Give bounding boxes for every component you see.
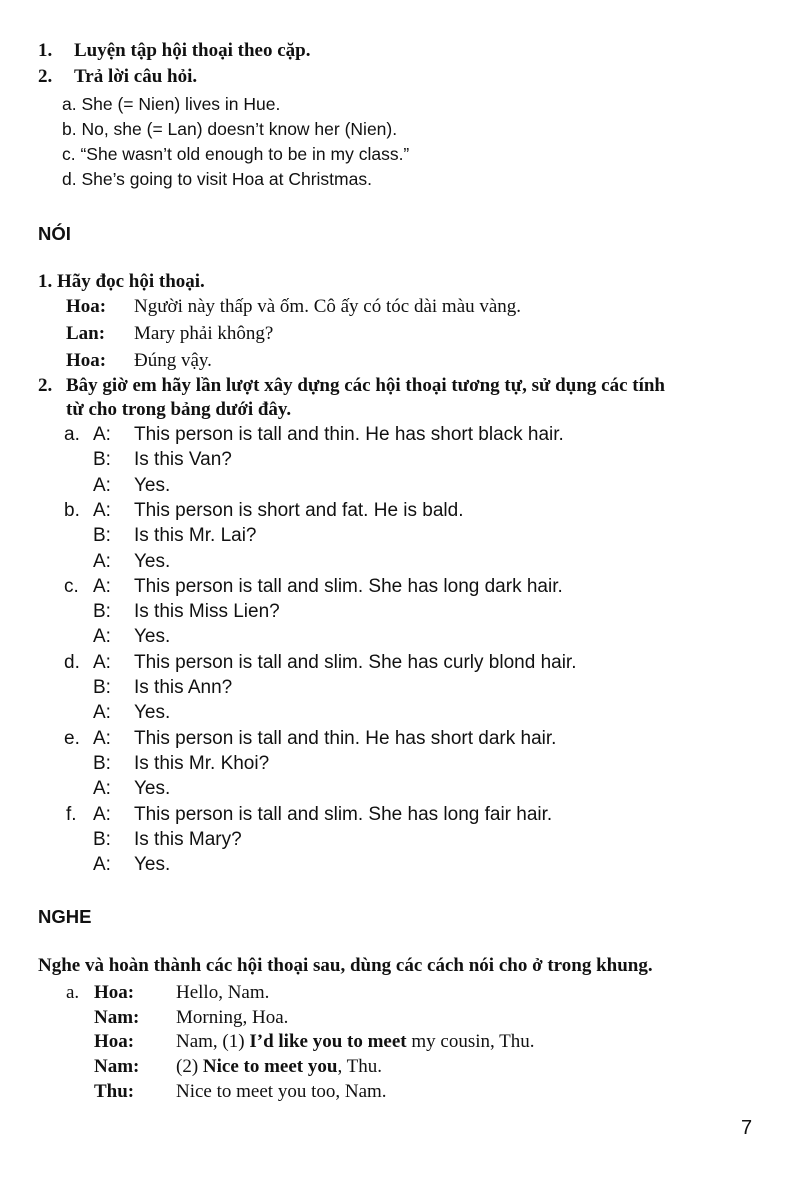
exchange-line: Is this Mr. Khoi? bbox=[134, 753, 270, 774]
exchange-line: Is this Van? bbox=[134, 449, 232, 470]
noi-item-2-line-2: từ cho trong bảng dưới đây. bbox=[66, 399, 292, 420]
dialogue-speaker: Hoa: bbox=[94, 1031, 135, 1052]
exchange-line: Is this Ann? bbox=[134, 677, 233, 698]
item-text-line-1: Bây giờ em hãy lần lượt xây dựng các hội thoại tương tự, sử dụng các tính bbox=[66, 375, 665, 396]
answer-item-2 bbox=[38, 65, 197, 89]
dialogue-speaker: Hoa: bbox=[94, 982, 135, 1003]
dialogue-text bbox=[176, 1080, 387, 1104]
item-number: 2. bbox=[38, 375, 53, 396]
exchange-speaker: B: bbox=[93, 753, 111, 774]
exchange-speaker: B: bbox=[93, 829, 111, 850]
dialogue-speaker: Hoa: bbox=[66, 350, 107, 371]
exchange-line: Is this Mr. Lai? bbox=[134, 525, 257, 546]
dialogue-speaker: Nam: bbox=[94, 1056, 140, 1077]
exchange-speaker: A: bbox=[93, 551, 111, 572]
dialogue-text-plain: my cousin, Thu. bbox=[406, 1031, 535, 1052]
dialogue-text: Người này thấp và ốm. Cô ấy có tóc dài màu vàng. bbox=[134, 296, 522, 317]
noi-item-1: 1. Hãy đọc hội thoại. bbox=[38, 271, 205, 292]
exchange-letter: e. bbox=[64, 728, 80, 749]
noi-item-2 bbox=[38, 374, 665, 398]
exchange-speaker: A: bbox=[93, 854, 111, 875]
dialogue-text-plain: (2) bbox=[176, 1056, 203, 1077]
exchange-speaker: B: bbox=[93, 601, 111, 622]
exchange-line: Is this Mary? bbox=[134, 829, 242, 850]
exchange-line: Yes. bbox=[134, 626, 171, 647]
exchange-speaker: A: bbox=[93, 475, 111, 496]
exchange-speaker: A: bbox=[93, 626, 111, 647]
exchange-letter: b. bbox=[64, 500, 80, 521]
exchange-line: This person is tall and slim. She has long dark hair. bbox=[134, 576, 563, 597]
exchange-speaker: B: bbox=[93, 677, 111, 698]
exchange-line: Yes. bbox=[134, 702, 171, 723]
item-text: Trả lời câu hỏi. bbox=[74, 66, 198, 87]
answer-line-a: a. She (= Nien) lives in Hue. bbox=[62, 94, 281, 114]
dialogue-answer-bold: I’d like you to meet bbox=[249, 1031, 407, 1052]
page-number: 7 bbox=[741, 1117, 753, 1139]
section-heading-nghe: NGHE bbox=[38, 906, 92, 927]
exchange-line: Is this Miss Lien? bbox=[134, 601, 280, 622]
nghe-letter: a. bbox=[66, 982, 80, 1003]
answer-line-c: c. “She wasn’t old enough to be in my class.” bbox=[62, 144, 410, 164]
dialogue-text bbox=[176, 1055, 382, 1079]
exchange-speaker: A: bbox=[93, 652, 111, 673]
exchange-speaker: A: bbox=[93, 424, 111, 445]
exchange-letter: f. bbox=[66, 804, 77, 825]
exchange-letter: a. bbox=[64, 424, 80, 445]
dialogue-text-plain: Nam, (1) bbox=[176, 1031, 250, 1052]
exchange-line: This person is tall and thin. He has short dark hair. bbox=[134, 728, 557, 749]
section-heading-noi: NÓI bbox=[38, 223, 71, 244]
item-number: 1. bbox=[38, 40, 53, 61]
dialogue-text: Mary phải không? bbox=[134, 323, 274, 344]
nghe-instruction: Nghe và hoàn thành các hội thoại sau, dùng các cách nói cho ở trong khung. bbox=[38, 955, 653, 976]
exchange-line: This person is tall and thin. He has short black hair. bbox=[134, 424, 564, 445]
exchange-line: This person is short and fat. He is bald. bbox=[134, 500, 464, 521]
exchange-speaker: A: bbox=[93, 804, 111, 825]
exchange-line: Yes. bbox=[134, 551, 171, 572]
dialogue-speaker: Nam: bbox=[94, 1007, 140, 1028]
dialogue-speaker: Lan: bbox=[66, 323, 106, 344]
dialogue-text-plain: Hello, Nam. bbox=[176, 982, 270, 1003]
dialogue-text: Đúng vậy. bbox=[134, 350, 212, 371]
dialogue-text bbox=[176, 1030, 535, 1054]
dialogue-text-plain: , Thu. bbox=[337, 1056, 382, 1077]
exchange-speaker: B: bbox=[93, 449, 111, 470]
exchange-line: This person is tall and slim. She has long fair hair. bbox=[134, 804, 553, 825]
dialogue-text bbox=[176, 1006, 288, 1030]
dialogue-speaker: Hoa: bbox=[66, 296, 107, 317]
answer-line-d: d. She’s going to visit Hoa at Christmas. bbox=[62, 169, 372, 189]
exchange-speaker: A: bbox=[93, 500, 111, 521]
exchange-speaker: B: bbox=[93, 525, 111, 546]
exchange-line: This person is tall and slim. She has curly blond hair. bbox=[134, 652, 577, 673]
answer-line-b: b. No, she (= Lan) doesn’t know her (Nien). bbox=[62, 119, 398, 139]
exchange-letter: c. bbox=[64, 576, 79, 597]
exchange-speaker: A: bbox=[93, 728, 111, 749]
dialogue-text bbox=[176, 981, 269, 1005]
exchange-line: Yes. bbox=[134, 854, 171, 875]
dialogue-text-plain: Nice to meet you too, Nam. bbox=[176, 1081, 387, 1102]
dialogue-speaker: Thu: bbox=[94, 1081, 135, 1102]
exchange-speaker: A: bbox=[93, 576, 111, 597]
item-number: 2. bbox=[38, 66, 53, 87]
exchange-speaker: A: bbox=[93, 778, 111, 799]
exchange-line: Yes. bbox=[134, 475, 171, 496]
item-text: Luyện tập hội thoại theo cặp. bbox=[74, 40, 311, 61]
answer-item-1 bbox=[38, 39, 310, 63]
exchange-speaker: A: bbox=[93, 702, 111, 723]
exchange-letter: d. bbox=[64, 652, 80, 673]
exchange-line: Yes. bbox=[134, 778, 171, 799]
dialogue-answer-bold: Nice to meet you bbox=[202, 1056, 338, 1077]
dialogue-text-plain: Morning, Hoa. bbox=[176, 1007, 289, 1028]
